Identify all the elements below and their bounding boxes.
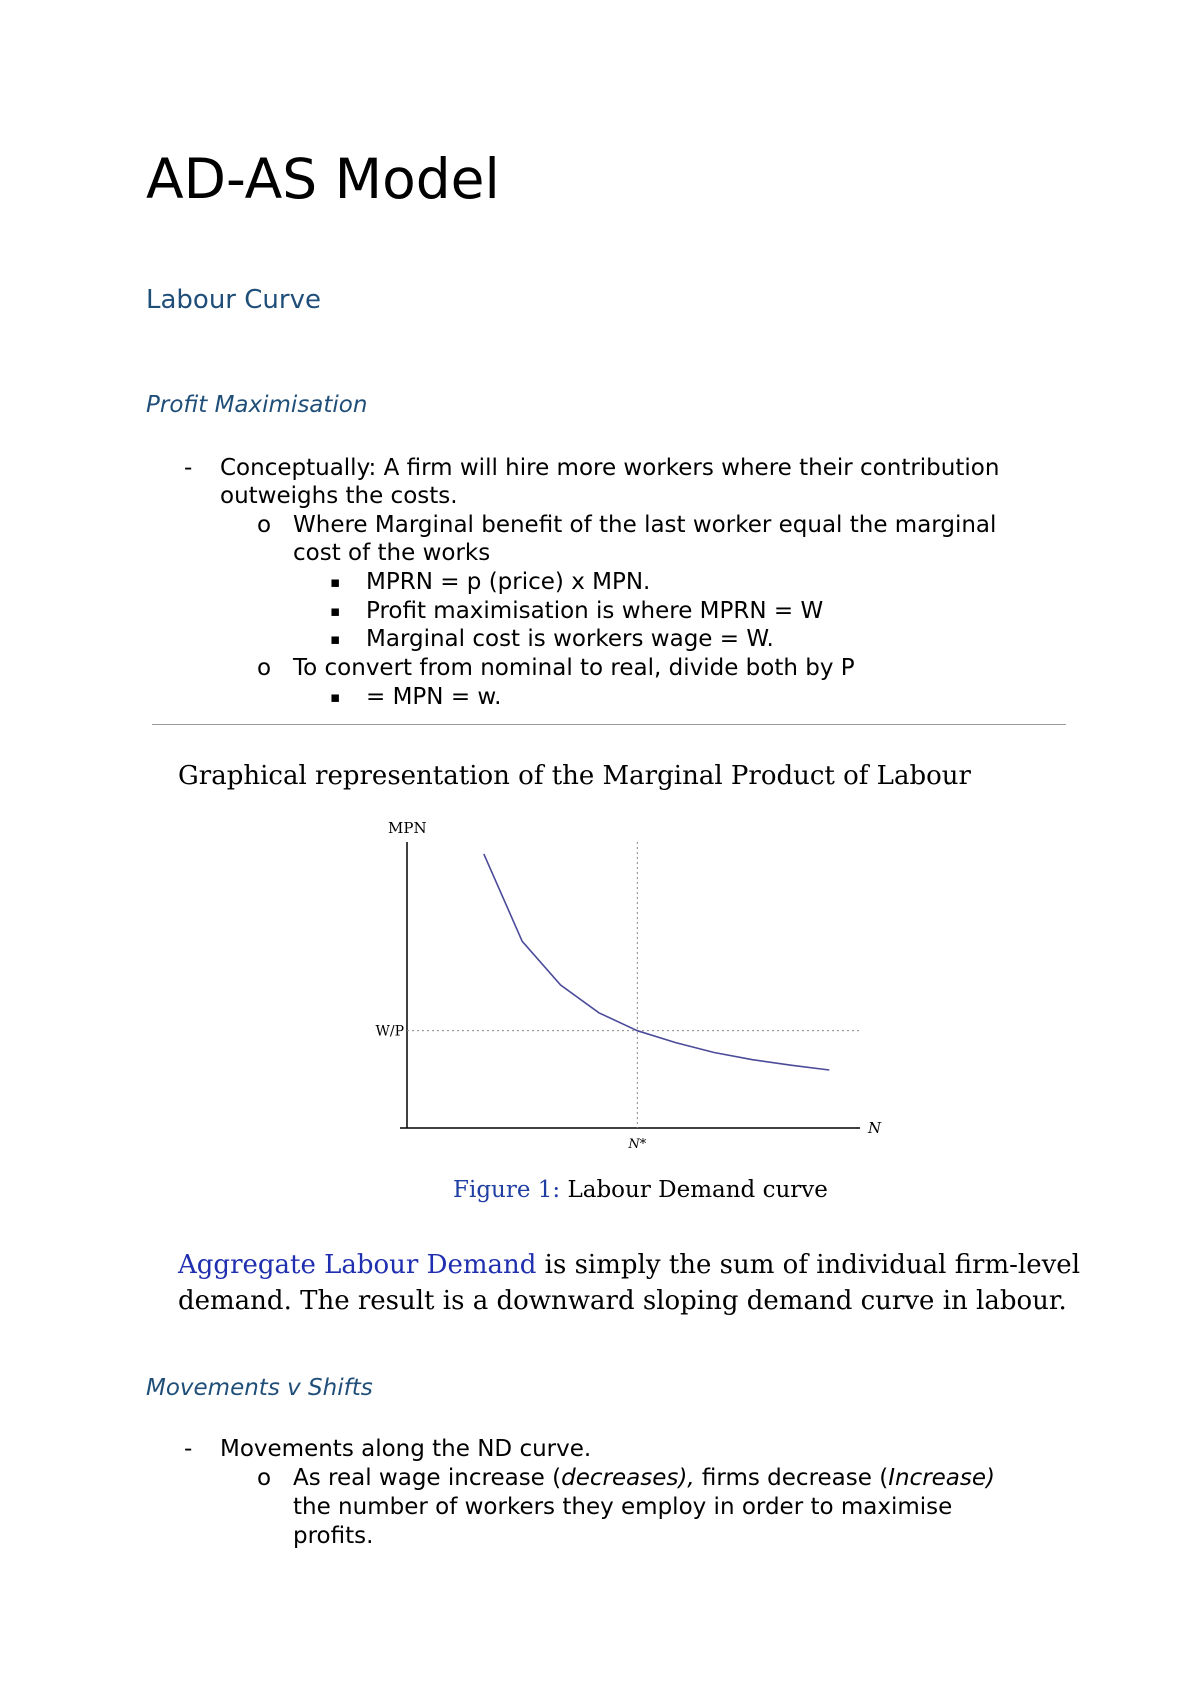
figure-caption-text: Labour Demand curve bbox=[567, 1177, 828, 1203]
figure-heading: Graphical representation of the Marginal Product of Labour bbox=[178, 761, 971, 791]
paragraph-line: demand. The result is a downward sloping demand curve in labour. bbox=[178, 1286, 1067, 1316]
dash-bullet: - bbox=[184, 1436, 193, 1462]
paragraph-text: is simply the sum of individual firm-level bbox=[536, 1250, 1081, 1280]
list-item: Movements along the ND curve. bbox=[220, 1436, 592, 1462]
list-text: firms decrease ( bbox=[694, 1465, 889, 1491]
page-title: AD-AS Model bbox=[146, 147, 500, 211]
highlight-term: Aggregate Labour Demand bbox=[178, 1250, 537, 1280]
list-item: Where Marginal benefit of the last worker equal the marginal bbox=[293, 512, 997, 538]
subheading-profit-maximisation: Profit Maximisation bbox=[146, 392, 368, 418]
x-axis-label: N bbox=[868, 1119, 882, 1137]
list-item: Profit maximisation is where MPRN = W bbox=[366, 598, 824, 624]
list-emphasis: decreases), bbox=[561, 1465, 695, 1491]
y-axis-label: MPN bbox=[388, 819, 427, 837]
list-item-continued: cost of the works bbox=[293, 540, 491, 566]
list-text: As real wage increase ( bbox=[293, 1465, 562, 1491]
aggregate-paragraph bbox=[178, 1247, 1080, 1319]
list-emphasis: Increase) bbox=[888, 1465, 996, 1491]
list-item-continued: the number of workers they employ in order to maximise bbox=[293, 1494, 953, 1520]
y-tick-label: W/P bbox=[375, 1023, 404, 1040]
list-item bbox=[293, 1464, 995, 1492]
paragraph-line bbox=[178, 1247, 1080, 1283]
list-item: MPRN = p (price) x MPN. bbox=[366, 569, 651, 595]
list-item: Conceptually: A firm will hire more workers where their contribution bbox=[220, 455, 1000, 481]
list-item: = MPN = w. bbox=[366, 684, 502, 710]
circle-bullet: o bbox=[257, 655, 272, 681]
square-bullet: ▪ bbox=[330, 573, 341, 591]
list-item-continued: outweighs the costs. bbox=[220, 483, 458, 509]
section-heading: Labour Curve bbox=[146, 285, 321, 315]
square-bullet: ▪ bbox=[330, 602, 341, 620]
figure-caption bbox=[453, 1175, 828, 1205]
figure-caption-label: Figure 1: bbox=[453, 1177, 561, 1203]
square-bullet: ▪ bbox=[330, 688, 341, 706]
list-item: Marginal cost is workers wage = W. bbox=[366, 626, 774, 652]
labour-demand-curve bbox=[484, 854, 830, 1070]
circle-bullet: o bbox=[257, 512, 272, 538]
x-tick-label: N* bbox=[628, 1137, 647, 1152]
list-item-continued: profits. bbox=[293, 1523, 374, 1549]
dash-bullet: - bbox=[184, 455, 193, 481]
square-bullet: ▪ bbox=[330, 630, 341, 648]
circle-bullet: o bbox=[257, 1465, 272, 1491]
list-item: To convert from nominal to real, divide both by P bbox=[293, 655, 855, 681]
subheading-movements-shifts: Movements v Shifts bbox=[146, 1375, 373, 1401]
